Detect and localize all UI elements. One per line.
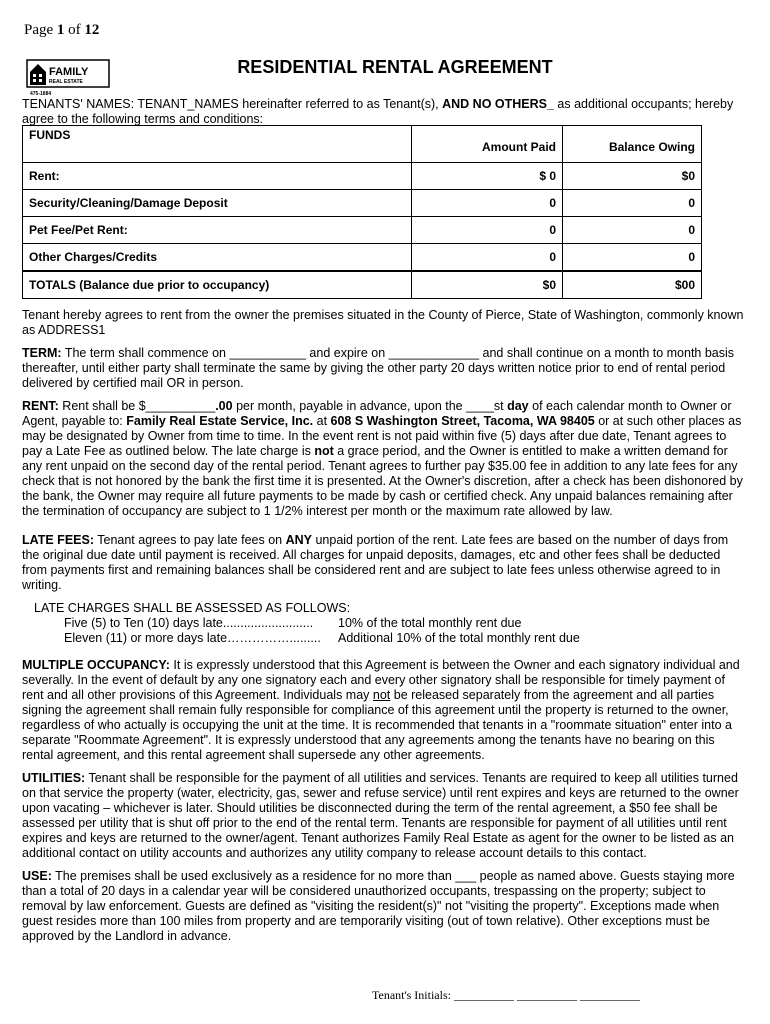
amount-paid-header: Amount Paid (412, 126, 563, 163)
tenants-names: TENANTS' NAMES: TENANT_NAMES hereinafter referred to as Tenant(s), AND NO OTHERS_ as additional occupants; hereby agree to the following terms and conditions: (22, 97, 734, 126)
agreement-body (22, 308, 748, 952)
table-row (23, 244, 702, 272)
row-label: Rent: (23, 163, 412, 190)
document-title: RESIDENTIAL RENTAL AGREEMENT (237, 57, 553, 77)
table-row (23, 190, 702, 217)
amount-paid: 0 (412, 244, 563, 272)
row-label: Security/Cleaning/Damage Deposit (23, 190, 412, 217)
totals-label: TOTALS (Balance due prior to occupancy) (23, 271, 412, 299)
svg-text:475-1884: 475-1884 (30, 91, 52, 97)
balance-owing: 0 (563, 190, 702, 217)
totals-paid: $0 (412, 271, 563, 299)
amount-paid: $ 0 (412, 163, 563, 190)
balance-owing: 0 (563, 217, 702, 244)
rent-paragraph: RENT: Rent shall be $__________.00 per month, payable in advance, upon the ____st day of each calendar month to Owner or Agent, payable to: Family Real Estate Service, Inc. at 608 S Washington Street, Tacoma, WA 98405 or at such other places as may be designated by Owner from time to time. In the event rent is not paid within five (5) days after due date, Tenant agrees to pay a Late Fee as outlined below. The late charge is not a grace period, and the Owner is entitled to make a written demand for any rent unpaid on the second day of the rental period. Tenant agrees to further pay $35.00 fee in addition to any late fees for any check that is not honored by the bank the first time it is presented. At the Owner's discretion, after a check has been dishonored by the bank, the Owner may require all future payments to be made by cash or certified check. Any unpaid balances remaining after the termination of occupancy are subject to 1 1/2% interest per month or the maximum rate allowed by law. (22, 399, 743, 518)
late-charges-schedule (34, 601, 748, 646)
table-row (23, 163, 702, 190)
amount-paid: 0 (412, 217, 563, 244)
row-label: Pet Fee/Pet Rent: (23, 217, 412, 244)
balance-owing-header: Balance Owing (563, 126, 702, 163)
utilities-paragraph: UTILITIES: Tenant shall be responsible for the payment of all utilities and services. Tenants are required to keep all utilities turned on that service the property (water, electricity, gas, sewer and refuse service) until rent expires and keys are returned to the owner upon vacating – whichever is later. Should utilities be disconnected during the term of the rental agreement, a $50 fee shall be assessed per utility that is shut off prior to the end of the rental term. Tenants are responsible for payment of all utilities until rent expires and keys are returned to the owner/agent. Tenant authorizes Family Real Estate as agent for the owner to be listed as an additional contact on utility accounts and authorizes any utility company to release account details to this contact. (22, 771, 739, 860)
funds-header-row (23, 126, 702, 163)
totals-owing: $00 (563, 271, 702, 299)
totals-row (23, 271, 702, 299)
tenant-initials: Tenant's Initials: __________ __________ __________ (372, 988, 640, 1002)
svg-text:FAMILY: FAMILY (49, 66, 89, 78)
late-charges-heading: LATE CHARGES SHALL BE ASSESSED AS FOLLOWS: (34, 601, 351, 615)
balance-owing: $0 (563, 163, 702, 190)
multiple-occupancy-paragraph: MULTIPLE OCCUPANCY: It is expressly understood that this Agreement is between the Owner and each signatory individual and severally. In the event of default by any one signatory each and every other signatory shall be responsible for timely payment of rent and all other provisions of this Agreement. Individuals may not be released separately from the agreement and all parties signing the agreement shall remain fully responsible for compliance of this agreement until the property is returned to the owner, regardless of who actually is occupying the unit at the time. It is recommended that tenants in a "roommate situation" enter into a separate "Roommate Agreement". It is expressly understood that any agreements among the tenants have no bearing on this rental agreement, and this rental agreement shall supersede any other agreements. (22, 658, 740, 762)
funds-header: FUNDS (23, 126, 412, 163)
page-number: Page 1 of 12 (24, 22, 100, 38)
funds-table (22, 125, 702, 299)
premises-paragraph: Tenant hereby agrees to rent from the owner the premises situated in the County of Pierce, State of Washington, commonly known as ADDRESS1 (22, 308, 744, 337)
late-fees-paragraph: LATE FEES: Tenant agrees to pay late fees on ANY unpaid portion of the rent. Late fees are based on the number of days from the original due date until payment is received. All charges for unpaid deposits, damages, etc and other fees shall be deducted from payments first and remaining balances shall be considered rent and are subject to late fees unless otherwise agreed to in writing. (22, 533, 729, 592)
use-paragraph: USE: The premises shall be used exclusively as a residence for no more than ___ people as named above. Guests staying more than a total of 20 days in a calendar year will be considered unauthorized occupants, trespassing on the property; subject to removal by law enforcement. Guests are defined as "visiting the resident(s)" not "visiting the property". Exceptions made when guest resides more than 100 miles from property and are temporarily visiting (out of town relative). Other exceptions must be approved by the Landlord in advance. (22, 869, 735, 943)
term-paragraph: TERM: The term shall commence on ___________ and expire on _____________ and shall continue on a month to month basis thereafter, until either party shall terminate the same by giving the other party 20 days written notice prior to end of rental period delivered by certified mail OR in person. (22, 346, 735, 390)
table-row (23, 217, 702, 244)
balance-owing: 0 (563, 244, 702, 272)
svg-text:REAL ESTATE: REAL ESTATE (49, 79, 83, 85)
list-item: Five (5) to Ten (10) days late.......................... 10% of the total monthly rent due (64, 616, 522, 630)
amount-paid: 0 (412, 190, 563, 217)
list-item: Eleven (11) or more days late……………......... Additional 10% of the total monthly rent due (64, 631, 580, 645)
row-label: Other Charges/Credits (23, 244, 412, 272)
